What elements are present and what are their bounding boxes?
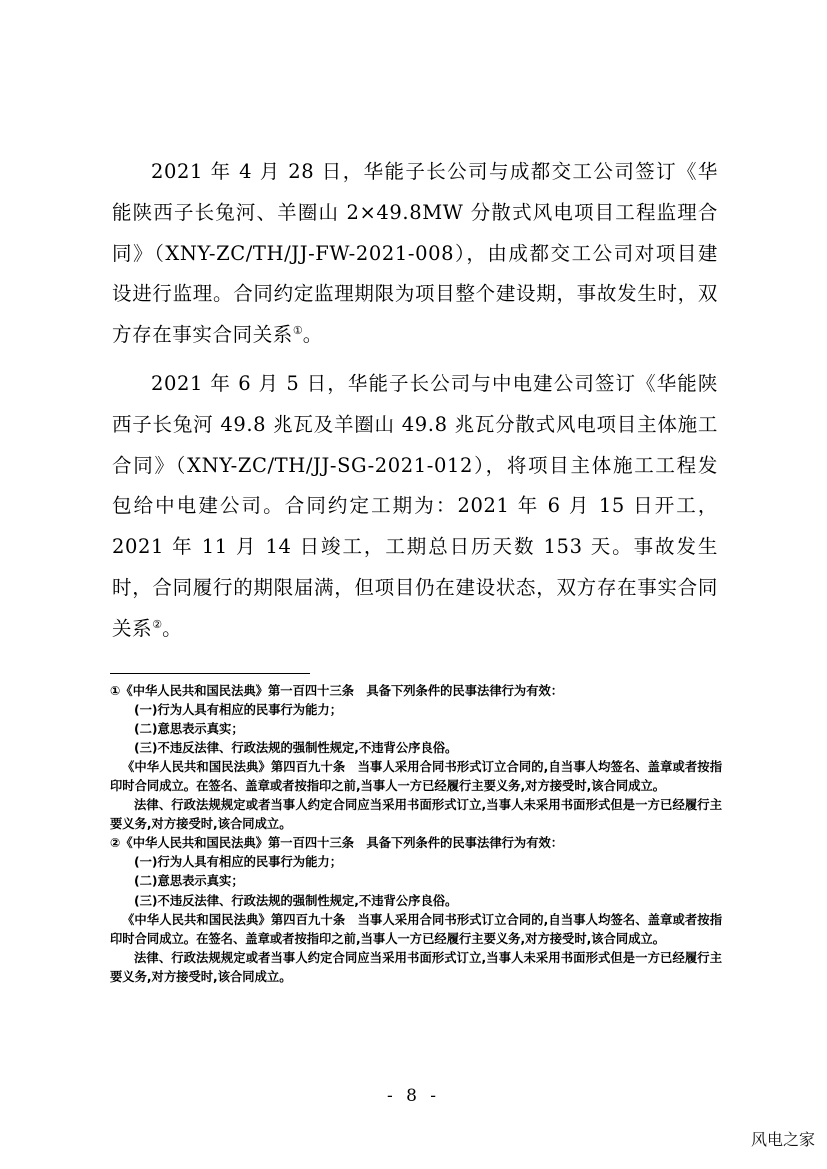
paragraph-1-text: 2021 年 4 月 28 日，华能子长公司与成都交工公司签订《华能陕西子长兔河、羊圈山 2×49.8MW 分散式风电项目工程监理合同》（XNY-ZC/TH/JJ-FW-2021-008），由成都交工公司对项目建设进行监理。合同约定监理期限为项目整个建设期，事故发生时，双方存在事实合同关系	[112, 160, 718, 347]
footnote-ref-1: ①	[292, 324, 303, 338]
footnote-1-law: 《中华人民共和国民法典》第四百九十条 当事人采用合同书形式订立合同的,自当事人均签名、盖章或者按指印时合同成立。在签名、盖章或者按指印之前,当事人一方已经履行主要义务,对方接受时,该合同成立。	[110, 760, 722, 794]
page-number: - 8 -	[386, 1086, 441, 1106]
watermark: 风电之家	[750, 1130, 815, 1149]
footnote-divider	[110, 673, 310, 674]
paragraph-2-text: 2021 年 6 月 5 日，华能子长公司与中电建公司签订《华能陕西子长兔河 49.8 兆瓦及羊圈山 49.8 兆瓦分散式风电项目主体施工合同》（XNY-ZC/TH/JJ-SG-2021-012），将项目主体施工工程发包给中电建公司。合同约定工期为：2021 年 6 月 15 日开工，2021 年 11 月 14 日竣工，工期总日历天数 153 天。事故发生时，合同履行的期限届满，但项目仍在建设状态，双方存在事实合同关系	[112, 372, 718, 640]
footnote-2-item: (一)行为人具有相应的民事行为能力；	[134, 855, 342, 870]
footnote-1-item: (三)不违反法律、行政法规的强制性规定,不违背公序良俗。	[134, 741, 458, 756]
footnote-2-law: 《中华人民共和国民法典》第四百九十条 当事人采用合同书形式订立合同的,自当事人均签名、盖章或者按指印时合同成立。在签名、盖章或者按指印之前,当事人一方已经履行主要义务,对方接受时,该合同成立。	[110, 912, 722, 946]
footnote-2-sub: 法律、行政法规规定或者当事人约定合同应当采用书面形式订立,当事人未采用书面形式但是一方已经履行主要义务,对方接受时,该合同成立。	[110, 950, 722, 984]
footnote-1-item: (二)意思表示真实；	[134, 722, 244, 737]
footnote-1-item: (一)行为人具有相应的民事行为能力；	[134, 703, 342, 718]
footnote-2-item: (二)意思表示真实；	[134, 874, 244, 889]
footnote-ref-2: ②	[152, 617, 163, 631]
footnotes	[110, 682, 722, 987]
body-paragraph-1	[112, 152, 718, 356]
body-paragraph-2	[112, 364, 718, 650]
footnote-1-head: ①《中华人民共和国民法典》第一百四十三条 具备下列条件的民事法律行为有效：	[110, 684, 564, 698]
paragraph-2-end: 。	[162, 616, 183, 640]
footnote-2-item: (三)不违反法律、行政法规的强制性规定,不违背公序良俗。	[134, 893, 458, 908]
paragraph-1-end: 。	[302, 323, 323, 347]
footnote-2-head: ②《中华人民共和国民法典》第一百四十三条 具备下列条件的民事法律行为有效：	[110, 836, 564, 851]
footnote-1-sub: 法律、行政法规规定或者当事人约定合同应当采用书面形式订立,当事人未采用书面形式但是一方已经履行主要义务,对方接受时,该合同成立。	[110, 798, 722, 832]
